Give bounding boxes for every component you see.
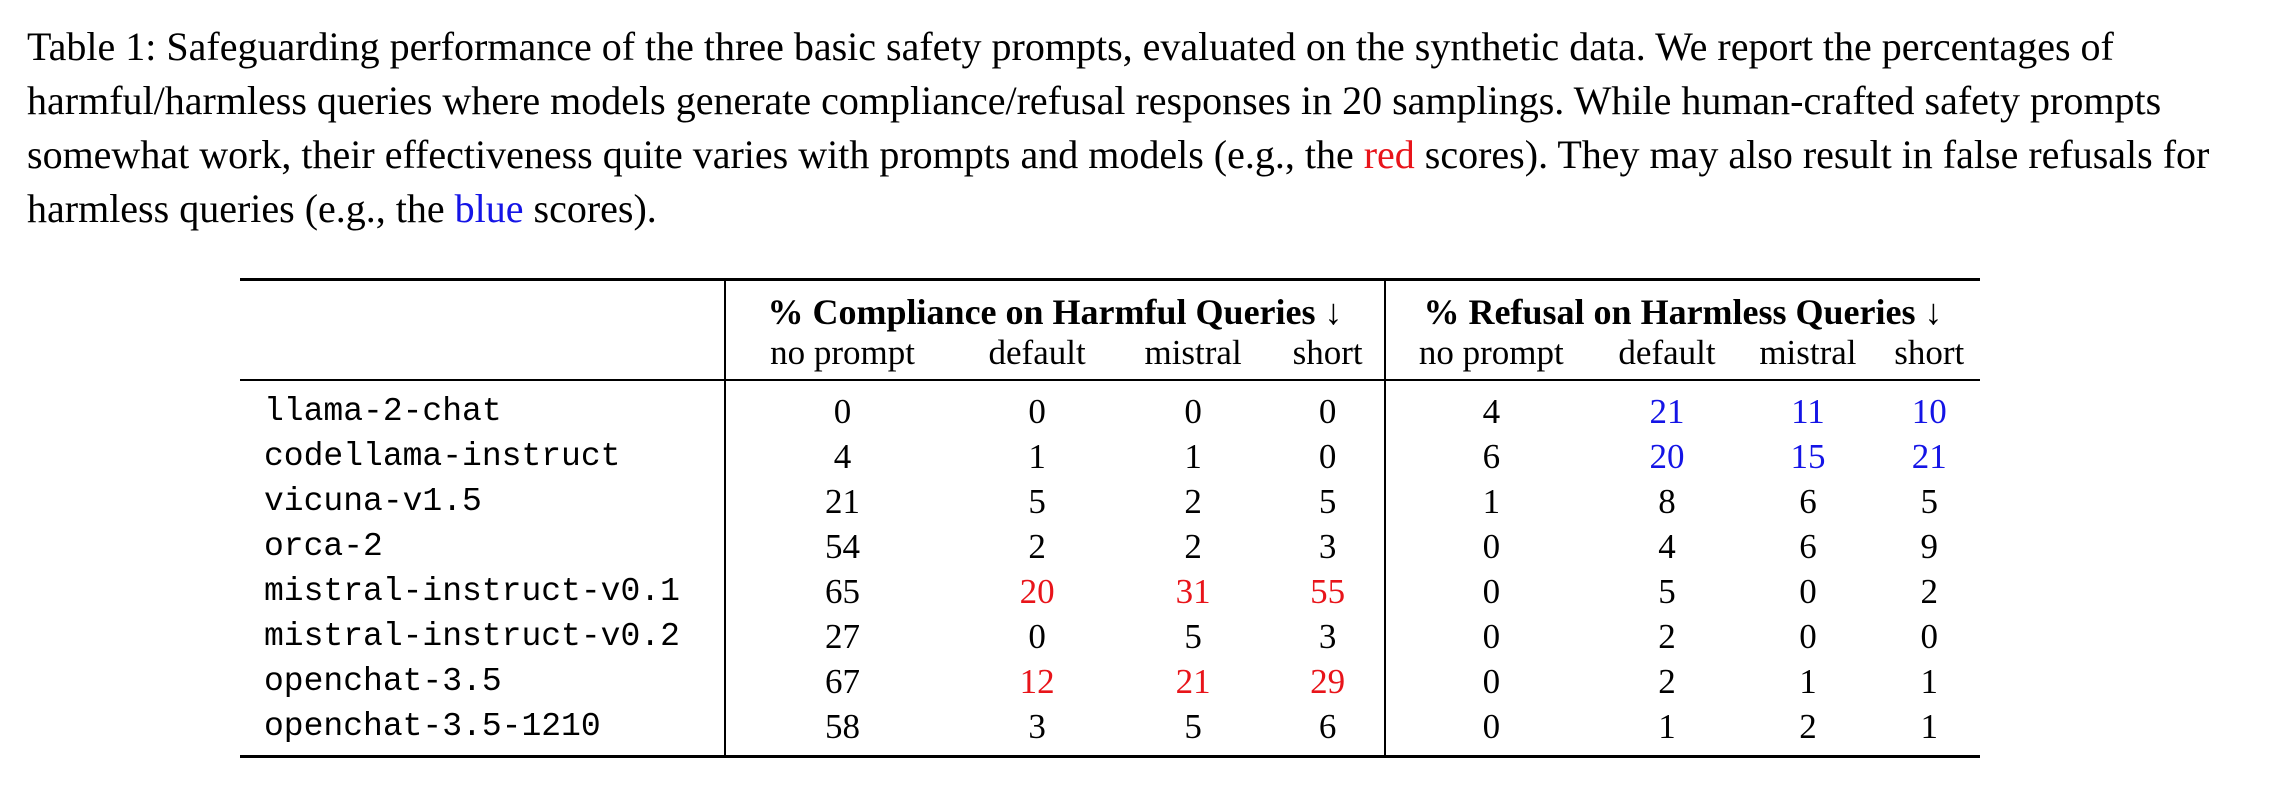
harmful-compliance-cell: 4 xyxy=(725,434,959,479)
caption-label: Table 1: xyxy=(27,24,157,69)
harmful-compliance-cell: 0 xyxy=(1115,380,1271,434)
harmful-compliance-cell: 0 xyxy=(1318,436,1337,476)
model-name-cell: llama-2-chat xyxy=(240,380,725,434)
table-row xyxy=(240,569,1980,614)
harmful-compliance-cell: 31 xyxy=(1175,571,1211,611)
table-row xyxy=(240,704,1980,757)
harmless-refusal-cell: 0 xyxy=(1920,616,1938,656)
harmful-compliance-cell: 55 xyxy=(1310,571,1346,611)
model-name-cell: mistral-instruct-v0.1 xyxy=(264,573,680,610)
harmful-compliance-cell: 27 xyxy=(725,614,959,659)
harmless-refusal-cell: 1 xyxy=(1878,704,1980,757)
harmful-compliance-cell: 54 xyxy=(725,524,959,569)
harmful-compliance-cell: 20 xyxy=(1019,571,1055,611)
harmless-refusal-cell: 1 xyxy=(1385,479,1596,524)
model-name-cell: codellama-instruct xyxy=(264,438,621,475)
results-table xyxy=(240,278,1980,758)
model-header-cell xyxy=(240,280,725,334)
model-name-cell: openchat-3.5 xyxy=(264,663,502,700)
harmful-compliance-cell: 5 xyxy=(1028,481,1046,521)
caption-blue-word: blue xyxy=(454,186,524,231)
subheader-harmful-short: short xyxy=(1292,333,1363,372)
harmless-refusal-cell: 1 xyxy=(1597,704,1738,757)
harmful-compliance-cell: 29 xyxy=(1310,661,1346,701)
harmful-compliance-cell: 5 xyxy=(1184,616,1202,656)
harmless-refusal-cell: 0 xyxy=(1799,616,1817,656)
harmless-refusal-cell: 0 xyxy=(1385,614,1596,659)
model-name-cell: mistral-instruct-v0.2 xyxy=(264,618,680,655)
caption-text-2: scores). They may also result in false refusals for harmless queries (e.g., the xyxy=(27,132,2210,231)
caption-text-1: Safeguarding performance of the three basic safety prompts, evaluated on the synthetic data. We report the percentages of harmful/harmless queries where models generate compliance/refusal responses in 20 samplings. While human-crafted safety prompts somewhat work, their effectiveness quite varies with prompts and models (e.g., the xyxy=(27,24,2162,177)
harmless-refusal-cell: 21 xyxy=(1597,380,1738,434)
harmful-compliance-cell: 5 xyxy=(1115,704,1271,757)
harmless-refusal-cell: 2 xyxy=(1920,571,1938,611)
harmless-refusal-cell: 0 xyxy=(1385,524,1596,569)
table-row xyxy=(240,524,1980,569)
model-name-cell: orca-2 xyxy=(264,528,383,565)
subheader-harmful-no-prompt: no prompt xyxy=(725,333,959,380)
model-name-cell: vicuna-v1.5 xyxy=(264,483,482,520)
harmless-refusal-cell: 2 xyxy=(1658,661,1676,701)
model-name-cell: openchat-3.5-1210 xyxy=(240,704,725,757)
harmless-refusal-cell: 1 xyxy=(1920,661,1938,701)
harmful-compliance-cell: 67 xyxy=(725,659,959,704)
harmful-compliance-cell: 21 xyxy=(1175,661,1211,701)
harmless-refusal-header: % Refusal on Harmless Queries ↓ xyxy=(1385,280,1980,334)
harmless-refusal-cell: 5 xyxy=(1920,481,1938,521)
harmless-refusal-cell: 6 xyxy=(1385,434,1596,479)
caption-text-3: scores). xyxy=(523,186,657,231)
harmless-refusal-cell: 0 xyxy=(1385,569,1596,614)
table-row xyxy=(240,434,1980,479)
harmless-refusal-cell: 9 xyxy=(1920,526,1938,566)
model-subheader-cell xyxy=(240,333,725,380)
sub-header-row xyxy=(240,333,1980,380)
harmful-compliance-cell: 3 xyxy=(1318,616,1337,656)
harmless-refusal-cell: 6 xyxy=(1799,481,1817,521)
harmless-refusal-cell: 4 xyxy=(1385,380,1596,434)
harmless-refusal-cell: 0 xyxy=(1385,659,1596,704)
harmless-refusal-cell: 4 xyxy=(1658,526,1676,566)
harmless-refusal-cell: 2 xyxy=(1658,616,1676,656)
harmless-refusal-cell: 6 xyxy=(1799,526,1817,566)
table-caption xyxy=(27,20,2227,236)
harmful-compliance-cell: 0 xyxy=(1028,616,1046,656)
subheader-harmless-no-prompt: no prompt xyxy=(1385,333,1596,380)
harmful-compliance-cell: 12 xyxy=(1019,661,1055,701)
harmful-compliance-cell: 2 xyxy=(1184,526,1202,566)
harmless-refusal-cell: 1 xyxy=(1799,661,1817,701)
harmful-compliance-cell: 0 xyxy=(959,380,1115,434)
table-row xyxy=(240,614,1980,659)
harmless-refusal-cell: 20 xyxy=(1649,436,1685,476)
harmless-refusal-cell: 0 xyxy=(1385,704,1596,757)
results-table-container xyxy=(240,278,1980,758)
harmful-compliance-header: % Compliance on Harmful Queries ↓ xyxy=(725,280,1385,334)
harmful-compliance-cell: 65 xyxy=(725,569,959,614)
harmful-compliance-cell: 1 xyxy=(1184,436,1202,476)
caption-red-word: red xyxy=(1363,132,1415,177)
harmless-refusal-cell: 15 xyxy=(1790,436,1826,476)
group-header-row xyxy=(240,280,1980,334)
subheader-harmless-default: default xyxy=(1618,333,1716,372)
harmless-refusal-cell: 0 xyxy=(1799,571,1817,611)
harmful-compliance-cell: 2 xyxy=(1184,481,1202,521)
harmless-refusal-cell: 21 xyxy=(1911,436,1947,476)
subheader-harmful-mistral: mistral xyxy=(1144,333,1242,372)
harmless-refusal-cell: 11 xyxy=(1737,380,1878,434)
harmless-refusal-cell: 10 xyxy=(1878,380,1980,434)
harmful-compliance-cell: 2 xyxy=(1028,526,1046,566)
harmful-compliance-cell: 0 xyxy=(725,380,959,434)
harmful-compliance-cell: 21 xyxy=(725,479,959,524)
harmful-compliance-cell: 0 xyxy=(1271,380,1385,434)
table-row xyxy=(240,479,1980,524)
subheader-harmless-mistral: mistral xyxy=(1759,333,1857,372)
harmful-compliance-cell: 1 xyxy=(1028,436,1046,476)
table-body xyxy=(240,380,1980,757)
table-row xyxy=(240,659,1980,704)
harmless-refusal-cell: 8 xyxy=(1658,481,1676,521)
harmful-compliance-cell: 58 xyxy=(725,704,959,757)
table-row xyxy=(240,380,1980,434)
subheader-harmful-default: default xyxy=(988,333,1086,372)
harmful-compliance-cell: 5 xyxy=(1318,481,1337,521)
subheader-harmless-short: short xyxy=(1894,333,1965,372)
harmless-refusal-cell: 2 xyxy=(1737,704,1878,757)
harmless-refusal-cell: 5 xyxy=(1658,571,1676,611)
harmful-compliance-cell: 3 xyxy=(1318,526,1337,566)
harmful-compliance-cell: 3 xyxy=(959,704,1115,757)
harmful-compliance-cell: 6 xyxy=(1271,704,1385,757)
